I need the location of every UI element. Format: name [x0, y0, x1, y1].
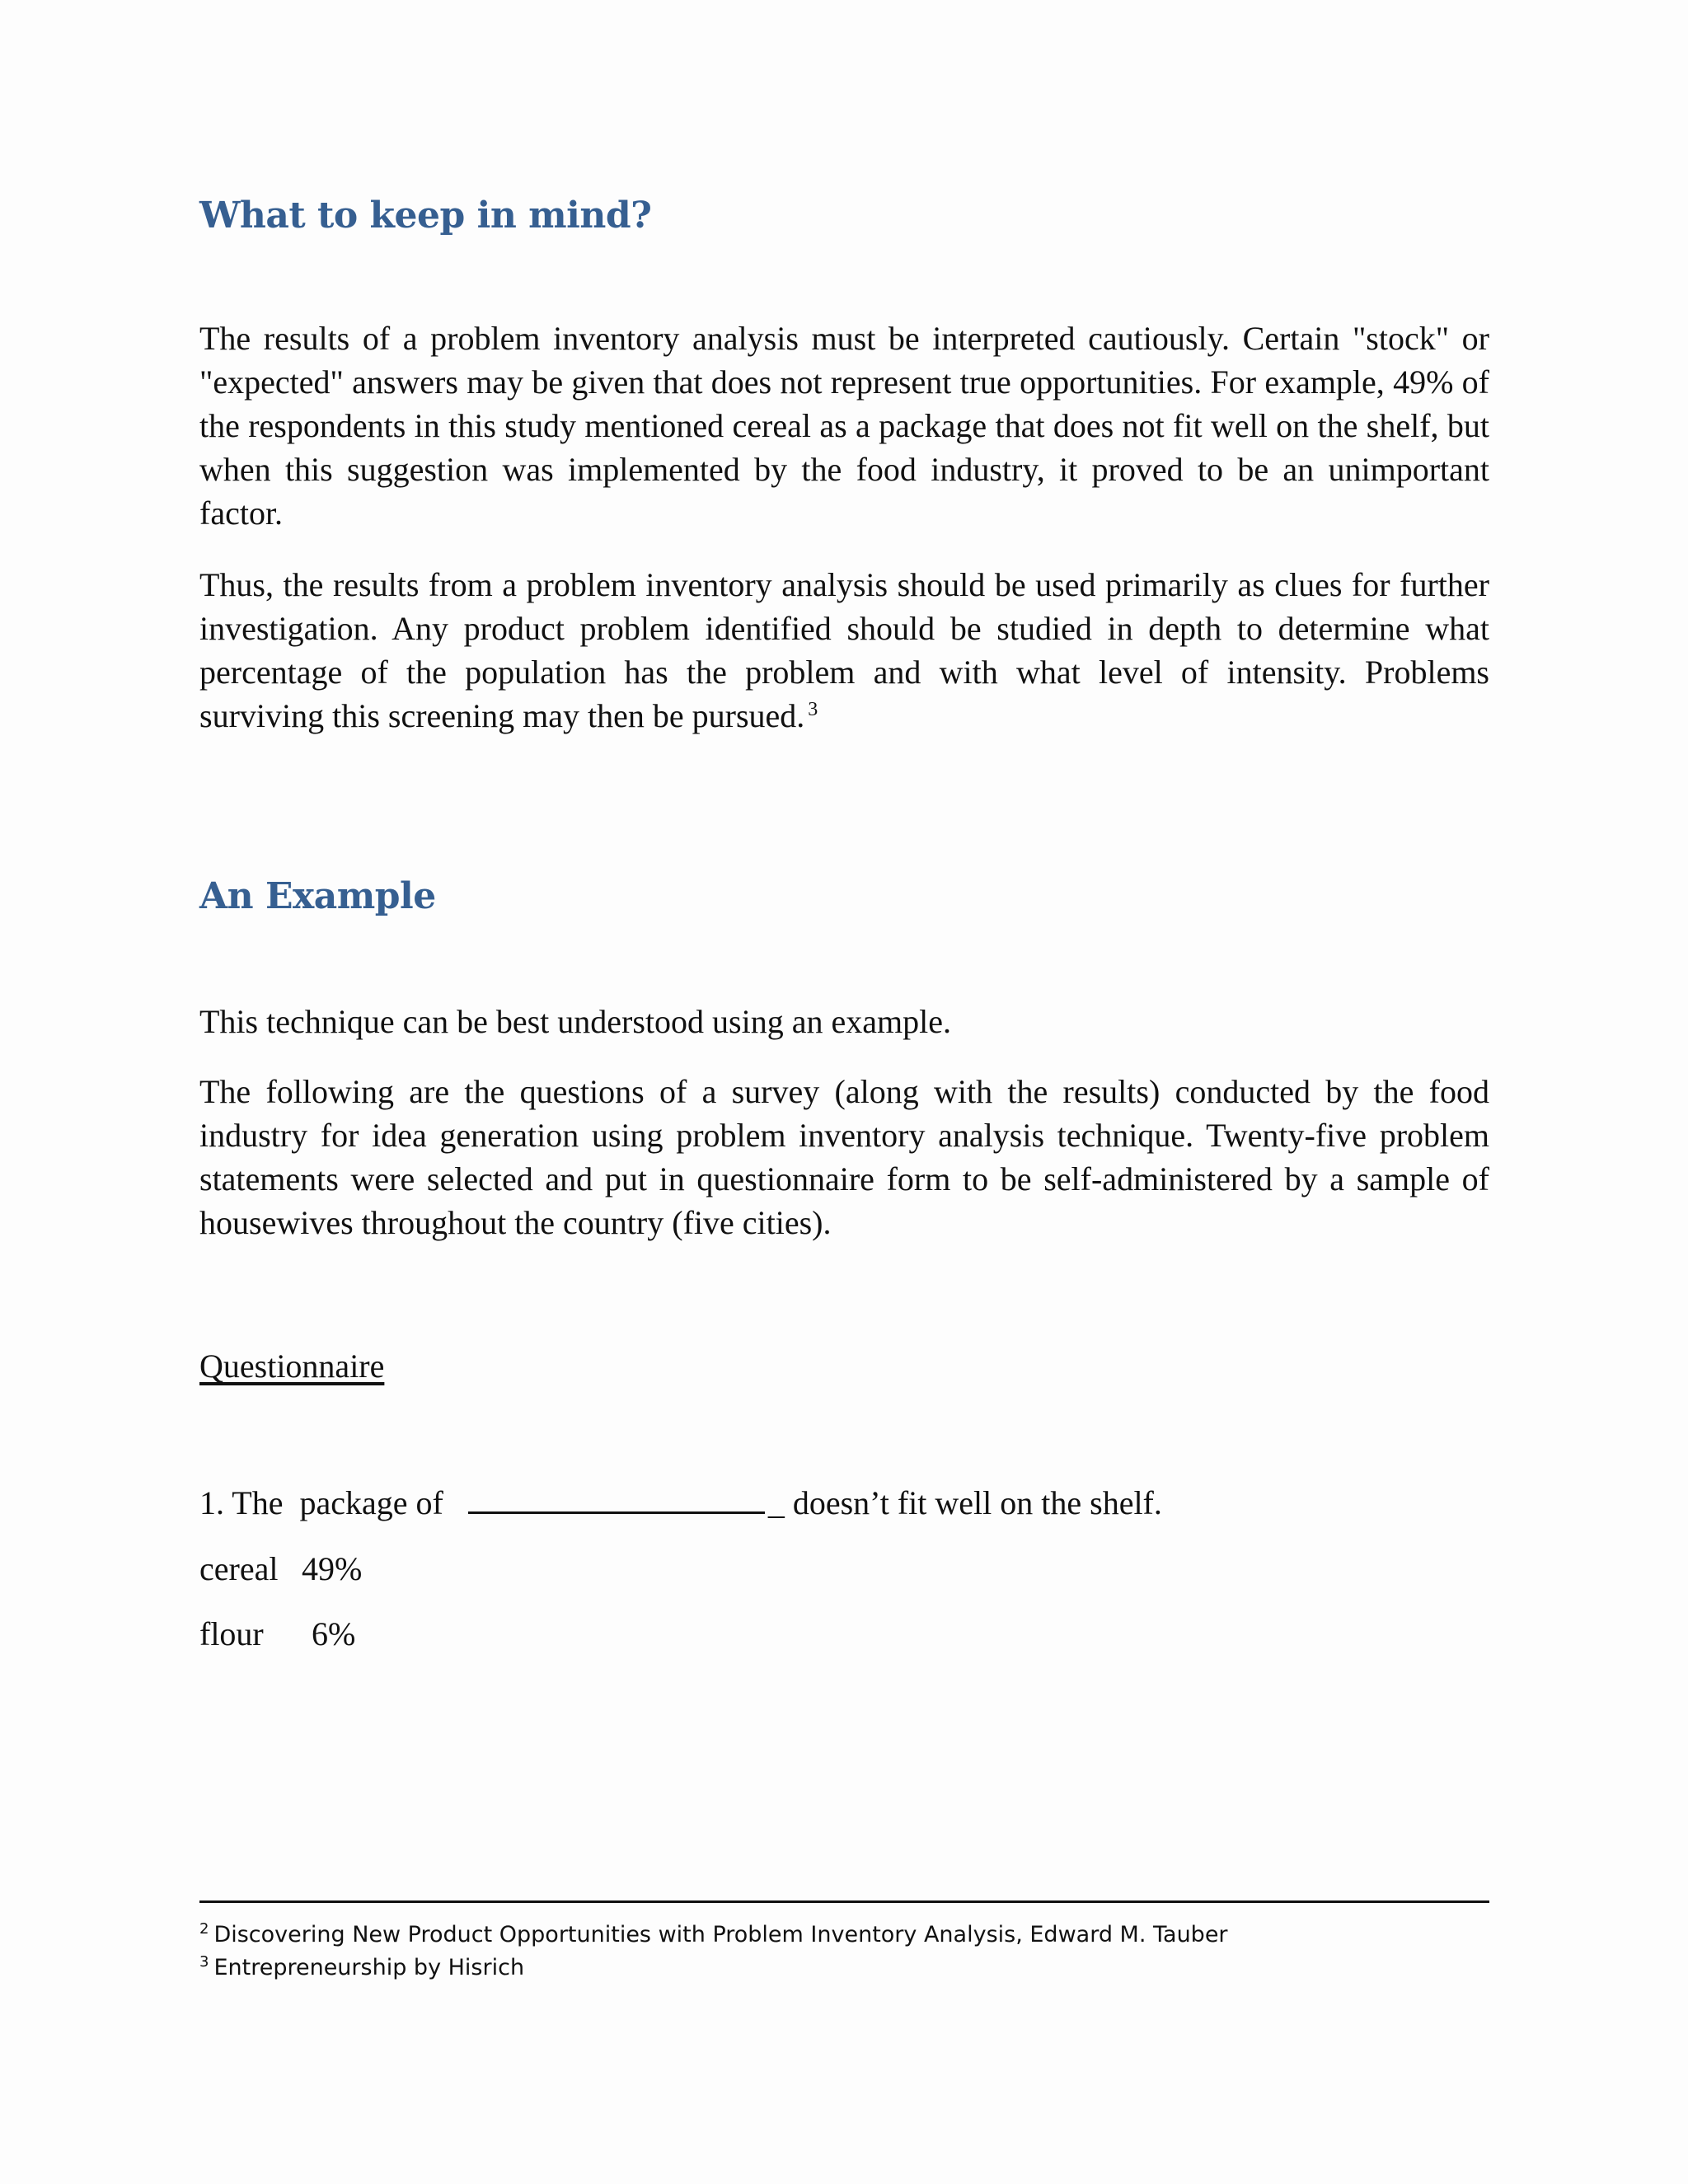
- answer-percent: 49%: [302, 1550, 363, 1587]
- question-1: [199, 1483, 1162, 1522]
- paragraph-clues-text: Thus, the results from a problem inventory analysis should be used primarily as clues for further investigation. Any product problem identified should be studied in depth to determine what percentage of the population has the problem and with what level of intensity. Problems surviving this screening may then be pursued.: [199, 566, 1489, 734]
- answer-row-flour: [199, 1615, 356, 1653]
- answer-item: flour: [199, 1615, 264, 1652]
- section-heading-an-example: An Example: [199, 875, 436, 917]
- answer-percent: 6%: [312, 1615, 356, 1652]
- paragraph-survey-description: The following are the questions of a survey (along with the results) conducted by the food industry for idea generation using problem inventory analysis technique. Twenty-five problem statements were selected and put in questionnaire form to be self-administered by a sample of housewives throughout the country (five cities).: [199, 1073, 1489, 1241]
- answer-row-cereal: [199, 1549, 363, 1588]
- paragraph-clues-for-investigation: [199, 563, 1489, 738]
- footnote-text: Discovering New Product Opportunities with Problem Inventory Analysis, Edward M. Tauber: [213, 1922, 1228, 1947]
- question-1-suffix: _ doesn’t fit well on the shelf.: [767, 1484, 1162, 1521]
- question-1-prefix: 1. The package of: [199, 1484, 443, 1521]
- paragraph-example-intro: This technique can be best understood using an example.: [199, 1003, 951, 1040]
- section-heading-keep-in-mind: What to keep in mind?: [199, 194, 652, 237]
- footnote-3: [199, 1953, 524, 1980]
- footnote-number: 3: [199, 1953, 209, 1971]
- footnote-text: Entrepreneurship by Hisrich: [213, 1955, 525, 1980]
- footnote-separator: [199, 1900, 1489, 1903]
- paragraph-cautious-interpretation: The results of a problem inventory analysis must be interpreted cautiously. Certain "stock" or "expected" answers may be given that does not represent true opportunities. For example, 49% of the respondents in this study mentioned cereal as a package that does not fit well on the shelf, but when this suggestion was implemented by the food industry, it proved to be an unimportant factor.: [199, 320, 1489, 532]
- questionnaire-title: Questionnaire: [199, 1347, 385, 1385]
- question-1-blank: [468, 1483, 765, 1514]
- answer-item: cereal: [199, 1550, 279, 1587]
- footnote-reference-3[interactable]: 3: [808, 698, 818, 720]
- footnote-2: [199, 1920, 1228, 1947]
- footnote-number: 2: [199, 1920, 209, 1938]
